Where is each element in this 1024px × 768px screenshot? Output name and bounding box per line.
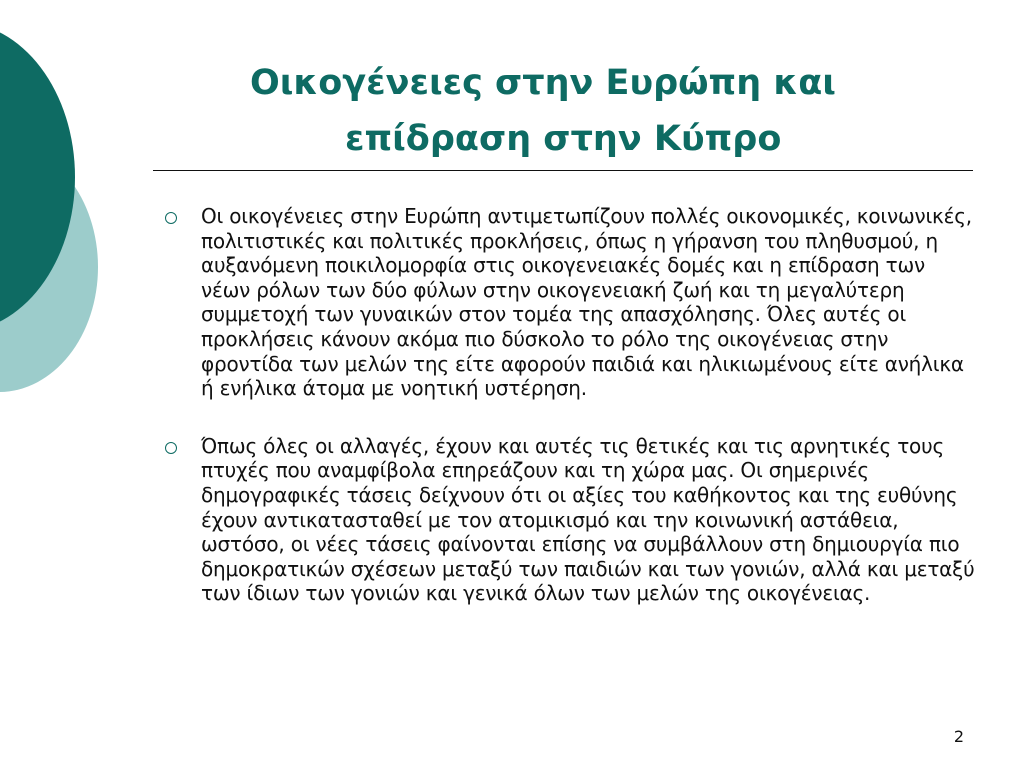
bullet-text: Όπως όλες οι αλλαγές, έχουν και αυτές τις θετικές και τις αρνητικές τους πτυχές που αναμφίβολα επηρεάζουν και τη χώρα μας. Οι σημερινές δημογραφικές τάσεις δείχνουν ότι οι αξίες του καθήκοντος και της ευθύνης έχουν αντικατασταθεί με τον ατομικισμό και την κοινωνική αστάθεια, ωστόσο, οι νέες τάσεις φαίνονται επίσης να συμβάλλουν στη δημιουργία πιο δημοκρατικών σχέσεων μεταξύ των παιδιών και των γονιών, αλλά και μεταξύ των ίδιων των γονιών και γενικά όλων των μελών της οικογένειας.: [201, 433, 975, 606]
title-divider: [153, 170, 973, 171]
bullet-list: [165, 204, 980, 606]
slide-title-line-2: επίδραση στην Κύπρο: [345, 119, 782, 159]
page-number: 2: [953, 727, 964, 746]
bullet-item: [165, 204, 980, 401]
bullet-text: Οι οικογένειες στην Ευρώπη αντιμετωπίζουν πολλές οικονομικές, κοινωνικές, πολιτιστικές και πολιτικές προκλήσεις, όπως η γήρανση του πληθυσμού, η αυξανόμενη ποικιλομορφία στις οικογενειακές δομές και η επίδραση των νέων ρόλων των δύο φύλων στην οικογενειακή ζωή και τη μεγαλύτερη συμμετοχή των γυναικών στον τομέα της απασχόλησης. Όλες αυτές οι προκλήσεις κάνουν ακόμα πιο δύσκολο το ρόλο της οικογένειας στην φροντίδα των μελών της είτε αφορούν παιδιά και ηλικιωμένους είτε ανήλικα ή ενήλικα άτομα με νοητική υστέρηση.: [201, 204, 972, 401]
bullet-item: [165, 434, 980, 606]
slide-title: [150, 55, 880, 167]
slide-title-line-1: Οικογένειες στην Ευρώπη και: [250, 63, 836, 103]
hollow-circle-bullet-icon: [165, 212, 177, 224]
hollow-circle-bullet-icon: [165, 442, 177, 454]
